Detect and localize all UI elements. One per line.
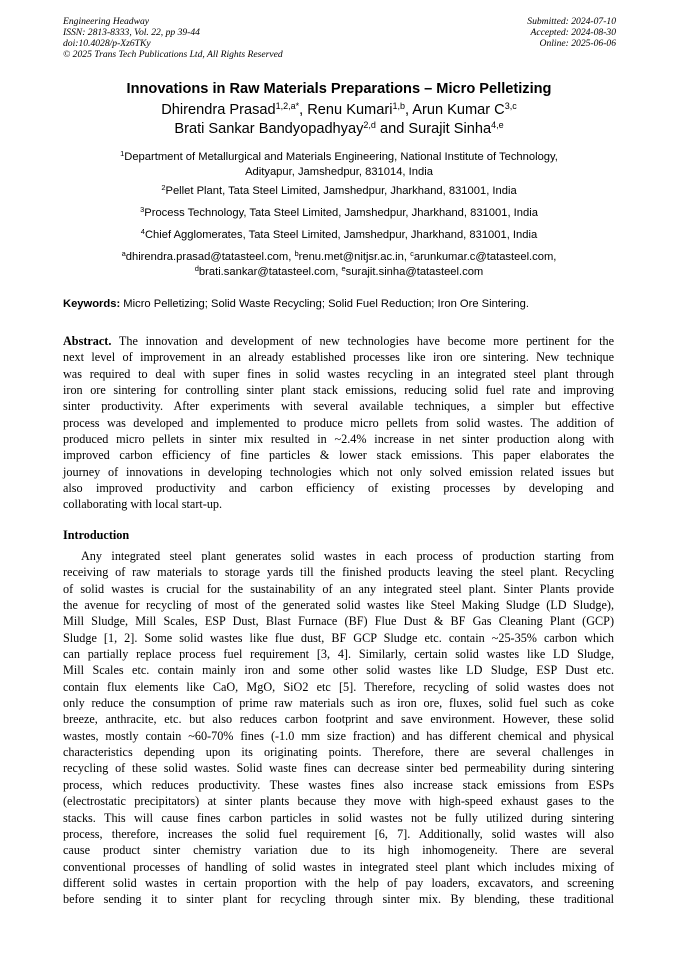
affiliation-3 <box>40 206 638 221</box>
affiliation-1 <box>40 150 638 180</box>
keywords <box>63 297 623 312</box>
author-separator: and <box>375 121 409 137</box>
affiliation-sup: 4 <box>140 227 145 236</box>
online-date: Online: 2025-06-06 <box>539 38 616 49</box>
author-name: Dhirendra Prasad <box>161 102 276 118</box>
email-link[interactable]: surajit.sinha@tatasteel.com <box>345 266 484 278</box>
author-sup: 1,2,a* <box>275 101 300 111</box>
email-sup: c <box>410 249 414 258</box>
intro-line: breeze, anthracite, etc. but also reduces carbon footprint and save environment. However, these solid <box>63 712 614 727</box>
journal-issn: ISSN: 2813-8333, Vol. 22, pp 39-44 <box>63 27 200 38</box>
author-sup: 4,e <box>491 120 504 130</box>
author-sup: 3,c <box>504 101 517 111</box>
submitted-date: Submitted: 2024-07-10 <box>527 16 616 27</box>
intro-line: contain flux elements like CaO, MgO, SiO2 etc [5]. Therefore, recycling of solid wastes does not <box>63 679 614 694</box>
author-sup: 1,b <box>392 101 405 111</box>
author-name: Arun Kumar C <box>412 102 505 118</box>
intro-line: receiving of raw materials to storage yards till the finished products leaving the steel plant. Recycling <box>63 565 614 580</box>
affiliation-text: Adityapur, Jamshedpur, 831014, India <box>245 166 433 178</box>
intro-line: Mill Scales etc. contain mainly iron and some other solid wastes like LD Sludge, ESP Dust etc. <box>63 663 614 678</box>
abstract-line: collaborating with local start-up. <box>63 497 223 512</box>
intro-line: wastes, mostly contain ~60-70% fines (-1.0 mm size fraction) and has different chemical and physical <box>63 728 614 743</box>
journal-name: Engineering Headway <box>63 16 150 27</box>
abstract <box>63 333 614 513</box>
email-sup: b <box>294 249 299 258</box>
intro-line: different solid wastes in certain proportion with the help of pay loaders, excavators, and screening <box>63 875 614 890</box>
abstract-line: iron ore sintering for controlling sinter plant stack emissions, reducing solid fuel rate and improving <box>63 383 614 398</box>
email-link[interactable]: renu.met@nitjsr.ac.in, <box>298 251 411 263</box>
affiliation-sup: 3 <box>140 205 145 214</box>
author-list <box>40 101 638 139</box>
intro-line: of solid wastes is crucial for the sustainability of an any integrated steel plant. Sinter Plants provide <box>63 581 614 596</box>
affiliation-2 <box>40 184 638 199</box>
affiliation-sup: 2 <box>161 183 166 192</box>
intro-line: cause product sinter chemistry variation due to its high inhomogeneity. There are several <box>63 843 614 858</box>
abstract-line: was required to deal with super fines in solid wastes recycling in an integrated steel plant through <box>63 366 614 381</box>
intro-line: process, which reduces productivity. These wastes fines also increase stack emissions from ESPs <box>63 777 614 792</box>
intro-line: recycling of these solid wastes. Solid waste fines can decrease sinter bed permeability during sintering <box>63 761 614 776</box>
abstract-text: The innovation and development of new technologies have become more pertinent for the <box>111 334 614 348</box>
author-separator: , <box>299 102 308 118</box>
intro-line: only reduce the consumption of prime raw materials such as iron ore, fluxes, solid fuel such as coke <box>63 696 614 711</box>
abstract-label: Abstract. <box>63 334 112 348</box>
intro-line: can partially replace process fuel requirement [3, 4]. Similarly, certain solid wastes like LD Sludge, <box>63 647 614 662</box>
affiliation-sup: 1 <box>120 149 125 158</box>
email-link[interactable]: brati.sankar@tatasteel.com, <box>198 266 342 278</box>
journal-copyright: © 2025 Trans Tech Publications Ltd, All Rights Reserved <box>63 49 283 60</box>
journal-doi[interactable]: doi:10.4028/p-Xz6TKy <box>63 38 151 49</box>
affiliation-text: Chief Agglomerates, Tata Steel Limited, Jamshedpur, Jharkhand, 831001, India <box>144 229 538 241</box>
intro-line: the avenue for recycling of most of the generated solid wastes like Steel Making Sludge (LD Sludge), <box>63 598 614 613</box>
intro-line: (electrostatic precipitators) at sinter plants because they move with high-speed exhaust gases to the <box>63 794 614 809</box>
affiliation-text: Department of Metallurgical and Materials Engineering, National Institute of Technology, <box>124 151 558 163</box>
author-name: Brati Sankar Bandyopadhyay <box>174 121 364 137</box>
email-link[interactable]: dhirendra.prasad@tatasteel.com, <box>125 251 295 263</box>
abstract-line: next level of improvement in an already established processes like iron ore sintering. New technique <box>63 350 614 365</box>
intro-line: conventional processes of handling of solid wastes in integrated steel plant which includes mixing of <box>63 859 614 874</box>
intro-line: Sludge [1, 2]. Some solid wastes like flue dust, BF GCP Sludge etc. contain ~25-35% carbon which <box>63 630 614 645</box>
abstract-line: journey of innovations in developing technologies which not only solved emission related issues but <box>63 464 614 479</box>
abstract-line: sinter productivity. After experiments with several available techniques, a simpler but effective <box>63 399 614 414</box>
journal-header <box>63 16 283 60</box>
intro-line: stacks. This will cause fines carbon particles in solid wastes not be fully utilized during sintering <box>63 810 614 825</box>
abstract-line: improved carbon efficiency of fine particles & lower stack emissions. This paper elaborates the <box>63 448 614 463</box>
intro-line: before sending it to sinter plant for recycling through sinter mix. By blending, these traditional <box>63 892 614 907</box>
author-sup: 2,d <box>363 120 376 130</box>
email-sup: d <box>194 264 199 273</box>
author-name: Surajit Sinha <box>408 121 492 137</box>
abstract-line: produced micro pellets in sinter mix resulted in ~2.4% increase in net sinter production along with <box>63 432 614 447</box>
author-name: Renu Kumari <box>307 102 393 118</box>
email-block <box>40 250 638 280</box>
paper-title: Innovations in Raw Materials Preparations – Micro Pelletizing <box>126 81 552 97</box>
dates-header <box>527 16 616 49</box>
intro-line: process, therefore, increases the solid fuel requirement [6, 7]. Additionally, solid wastes will also <box>63 826 614 841</box>
section-heading-introduction: Introduction <box>63 528 130 542</box>
intro-line: Mill Sludge, Mill Scales, ESP Dust, Blast Furnace (BF) Flue Dust & BF Gas Cleaning Plant (GCP) <box>63 614 614 629</box>
accepted-date: Accepted: 2024-08-30 <box>530 27 616 38</box>
affiliation-text: Pellet Plant, Tata Steel Limited, Jamshedpur, Jharkhand, 831001, India <box>165 185 517 197</box>
keywords-label: Keywords: <box>63 298 121 310</box>
introduction-body <box>63 548 614 908</box>
keywords-text: Micro Pelletizing; Solid Waste Recycling; Solid Fuel Reduction; Iron Ore Sintering. <box>120 298 529 310</box>
affiliation-text: Process Technology, Tata Steel Limited, Jamshedpur, Jharkhand, 831001, India <box>144 207 538 219</box>
email-link[interactable]: arunkumar.c@tatasteel.com, <box>413 251 557 263</box>
author-separator: , <box>404 102 413 118</box>
affiliation-4 <box>40 228 638 243</box>
abstract-line: also improved productivity and carbon efficiency of existing processes by developing and <box>63 481 614 496</box>
email-sup: e <box>341 264 346 273</box>
intro-line: Any integrated steel plant generates solid wastes in each process of production starting from <box>81 549 614 563</box>
abstract-line: process was developed and implemented to produce micro pellets from solid wastes. The addition of <box>63 415 614 430</box>
intro-line: characteristics depending upon its originating points. Therefore, there are several challenges in <box>63 745 614 760</box>
abstract-line <box>63 333 614 349</box>
email-sup: a <box>121 249 126 258</box>
author-line-1 <box>40 101 638 120</box>
author-line-2 <box>40 120 638 139</box>
